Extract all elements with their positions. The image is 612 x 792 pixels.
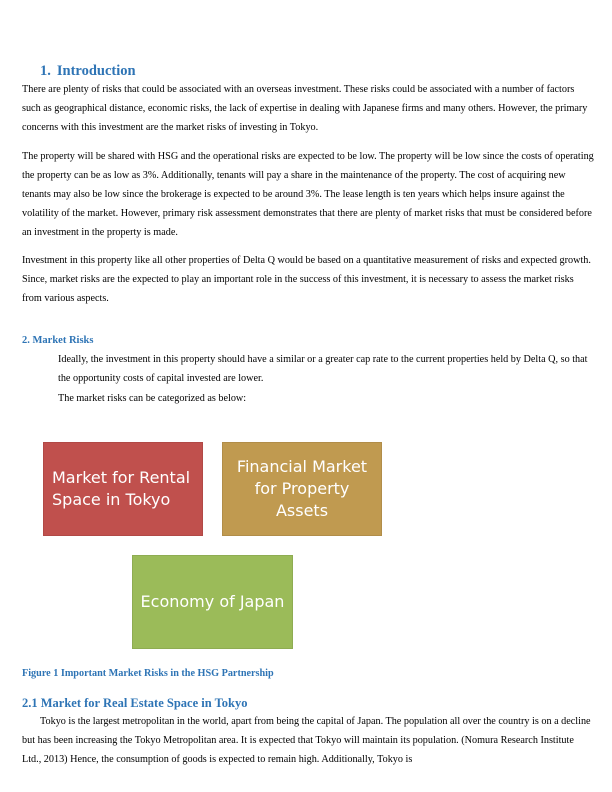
intro-paragraph-2: The property will be shared with HSG and the operational risks are expected to be low. The property will be low since the costs of operating the property can be as low as 3%. Additionally, tenants will pay a share in the maintenance of the property. The cost of acquiring new tenants may also be low since the brokerage is expected to be around 3%. The lease length is ten years which helps insure against the volatility of the market. However, primary risk assessment demonstrates that there are plenty of market risks that must be considered before an investment in the property is made. <box>22 151 594 238</box>
market-risks-heading: 2. Market Risks <box>22 335 94 346</box>
diagram-box-financial-market <box>222 442 382 536</box>
diagram-box-economy-japan <box>132 555 293 649</box>
market-risks-paragraph-1: Ideally, the investment in this property should have a similar or a greater cap rate to the current properties held by Delta Q, so that the opportunity costs of capital invested are lower. <box>58 354 588 384</box>
introduction-heading <box>40 63 136 80</box>
market-risks-paragraph-2: The market risks can be categorized as below: <box>58 393 247 404</box>
section-2-1-heading: 2.1 Market for Real Estate Space in Tokyo <box>22 696 248 710</box>
heading-number: 1. <box>40 63 51 79</box>
diagram-box-rental-market <box>43 442 203 536</box>
diagram-box-label: Financial Market for Property Assets <box>236 457 368 520</box>
diagram-box-label: Market for Rental Space in Tokyo <box>52 468 191 509</box>
heading-title: Introduction <box>56 63 136 79</box>
intro-paragraph-1: There are plenty of risks that could be associated with an overseas investment. These risks could be associated with a number of factors such as geographical distance, economic risks, the lack of expertise in dealing with Japanese firms and many others. However, the primary concerns with this investment are the market risks of investing in Tokyo. <box>22 84 588 133</box>
intro-paragraph-3: Investment in this property like all other properties of Delta Q would be based on a quantitative measurement of risks and expected growth. Since, market risks are the expected to play an important role in the success of this investment, it is necessary to assess the market risks from various aspects. <box>22 255 591 304</box>
figure-caption: Figure 1 Important Market Risks in the HSG Partnership <box>22 668 274 679</box>
diagram-box-label: Economy of Japan <box>140 592 285 611</box>
section-2-1-paragraph: Tokyo is the largest metropolitan in the world, apart from being the capital of Japan. The population all over the country is on a decline but has been increasing the Tokyo Metropolitan area. It is expected that Tokyo will maintain its population. (Nomura Research Institute Ltd., 2013) Hence, the consumption of goods is expected to remain high. Additionally, Tokyo is <box>22 716 591 765</box>
